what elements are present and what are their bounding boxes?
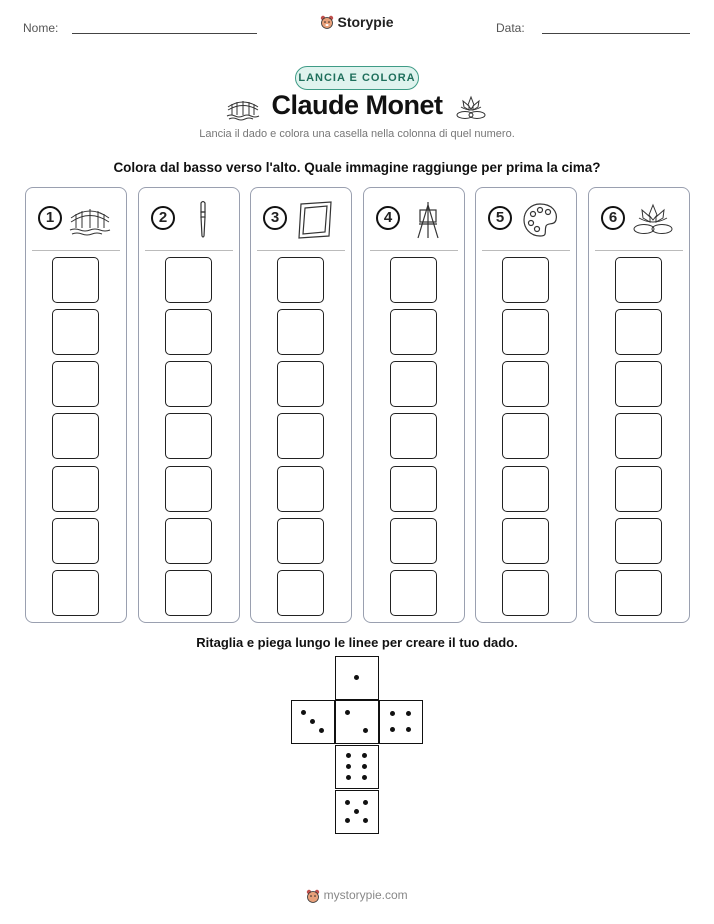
column-number: 1 (38, 206, 62, 230)
water-lily-icon (631, 200, 675, 240)
die-pip (345, 710, 350, 715)
storypie-bear-icon (306, 888, 323, 902)
color-box[interactable] (52, 413, 99, 459)
water-lily-icon (455, 93, 487, 121)
cut-instruction: Ritaglia e piega lungo le linee per creare il tuo dado. (196, 635, 518, 650)
color-box[interactable] (277, 361, 324, 407)
color-box[interactable] (165, 361, 212, 407)
die-face-4 (379, 700, 423, 744)
die-pip (362, 764, 367, 769)
color-box[interactable] (52, 361, 99, 407)
die-pip (354, 809, 359, 814)
subtitle: Lancia il dado e colora una casella nella colonna di quel numero. (199, 128, 515, 140)
die-pip (406, 727, 411, 732)
color-box[interactable] (52, 309, 99, 355)
die-pip (310, 719, 315, 724)
color-box[interactable] (390, 309, 437, 355)
column-divider (595, 250, 683, 251)
color-box[interactable] (615, 309, 662, 355)
column-2 (138, 187, 240, 623)
die-pip (390, 727, 395, 732)
die-face-1 (335, 656, 379, 700)
color-box[interactable] (165, 518, 212, 564)
die-face-6 (335, 745, 379, 789)
column-1 (25, 187, 127, 623)
color-box[interactable] (390, 413, 437, 459)
color-box[interactable] (277, 257, 324, 303)
color-box[interactable] (277, 518, 324, 564)
color-box[interactable] (390, 518, 437, 564)
column-divider (370, 250, 458, 251)
die-pip (363, 818, 368, 823)
color-box[interactable] (502, 518, 549, 564)
die-pip (362, 775, 367, 780)
color-box[interactable] (615, 518, 662, 564)
color-box[interactable] (165, 413, 212, 459)
die-pip (406, 711, 411, 716)
color-box[interactable] (165, 257, 212, 303)
color-box[interactable] (502, 570, 549, 616)
column-number: 2 (151, 206, 175, 230)
color-box[interactable] (390, 361, 437, 407)
die-pip (354, 675, 359, 680)
color-box[interactable] (502, 413, 549, 459)
die-pip (346, 764, 351, 769)
palette-icon (518, 200, 562, 240)
column-6 (588, 187, 690, 623)
color-box[interactable] (615, 570, 662, 616)
color-box[interactable] (52, 570, 99, 616)
color-box[interactable] (52, 257, 99, 303)
die-pip (363, 728, 368, 733)
column-3 (250, 187, 352, 623)
column-5 (475, 187, 577, 623)
color-box[interactable] (502, 361, 549, 407)
column-4 (363, 187, 465, 623)
color-box[interactable] (615, 413, 662, 459)
die-pip (363, 800, 368, 805)
column-number: 3 (263, 206, 287, 230)
color-box[interactable] (52, 466, 99, 512)
color-box[interactable] (390, 570, 437, 616)
color-box[interactable] (390, 466, 437, 512)
die-pip (390, 711, 395, 716)
storypie-bear-icon (320, 15, 334, 32)
die-face-2 (335, 700, 379, 744)
japanese-bridge-icon (68, 200, 112, 240)
footer-url[interactable]: mystorypie.com (323, 888, 408, 902)
column-number: 4 (376, 206, 400, 230)
date-label: Data: (496, 21, 525, 35)
color-box[interactable] (390, 257, 437, 303)
color-box[interactable] (277, 413, 324, 459)
instruction: Colora dal basso verso l'alto. Quale immagine raggiunge per prima la cima? (113, 160, 601, 175)
name-label: Nome: (23, 21, 59, 35)
footer (0, 888, 714, 903)
brand-logo (0, 14, 714, 32)
color-box[interactable] (615, 466, 662, 512)
die-pip (362, 753, 367, 758)
page-title: Claude Monet (271, 90, 443, 120)
die-pip (345, 818, 350, 823)
column-divider (257, 250, 345, 251)
activity-badge: LANCIA E COLORA (295, 66, 419, 90)
color-box[interactable] (165, 309, 212, 355)
date-line[interactable] (542, 33, 690, 34)
color-box[interactable] (502, 309, 549, 355)
column-divider (32, 250, 120, 251)
column-number: 6 (601, 206, 625, 230)
color-box[interactable] (277, 570, 324, 616)
color-box[interactable] (52, 518, 99, 564)
brand-name: Storypie (337, 14, 394, 30)
picture-frame-icon (293, 200, 337, 240)
color-box[interactable] (502, 466, 549, 512)
die-pip (301, 710, 306, 715)
color-box[interactable] (277, 309, 324, 355)
color-box[interactable] (615, 257, 662, 303)
column-divider (482, 250, 570, 251)
die-pip (319, 728, 324, 733)
die-pip (346, 775, 351, 780)
color-box[interactable] (165, 570, 212, 616)
die-pip (346, 753, 351, 758)
easel-icon (406, 200, 450, 240)
name-line[interactable] (72, 33, 257, 34)
die-pip (345, 800, 350, 805)
die-face-5 (335, 790, 379, 834)
color-box[interactable] (277, 466, 324, 512)
color-box[interactable] (165, 466, 212, 512)
die-face-3 (291, 700, 335, 744)
color-box[interactable] (502, 257, 549, 303)
column-number: 5 (488, 206, 512, 230)
column-divider (145, 250, 233, 251)
paintbrush-icon (181, 200, 225, 240)
color-box[interactable] (615, 361, 662, 407)
